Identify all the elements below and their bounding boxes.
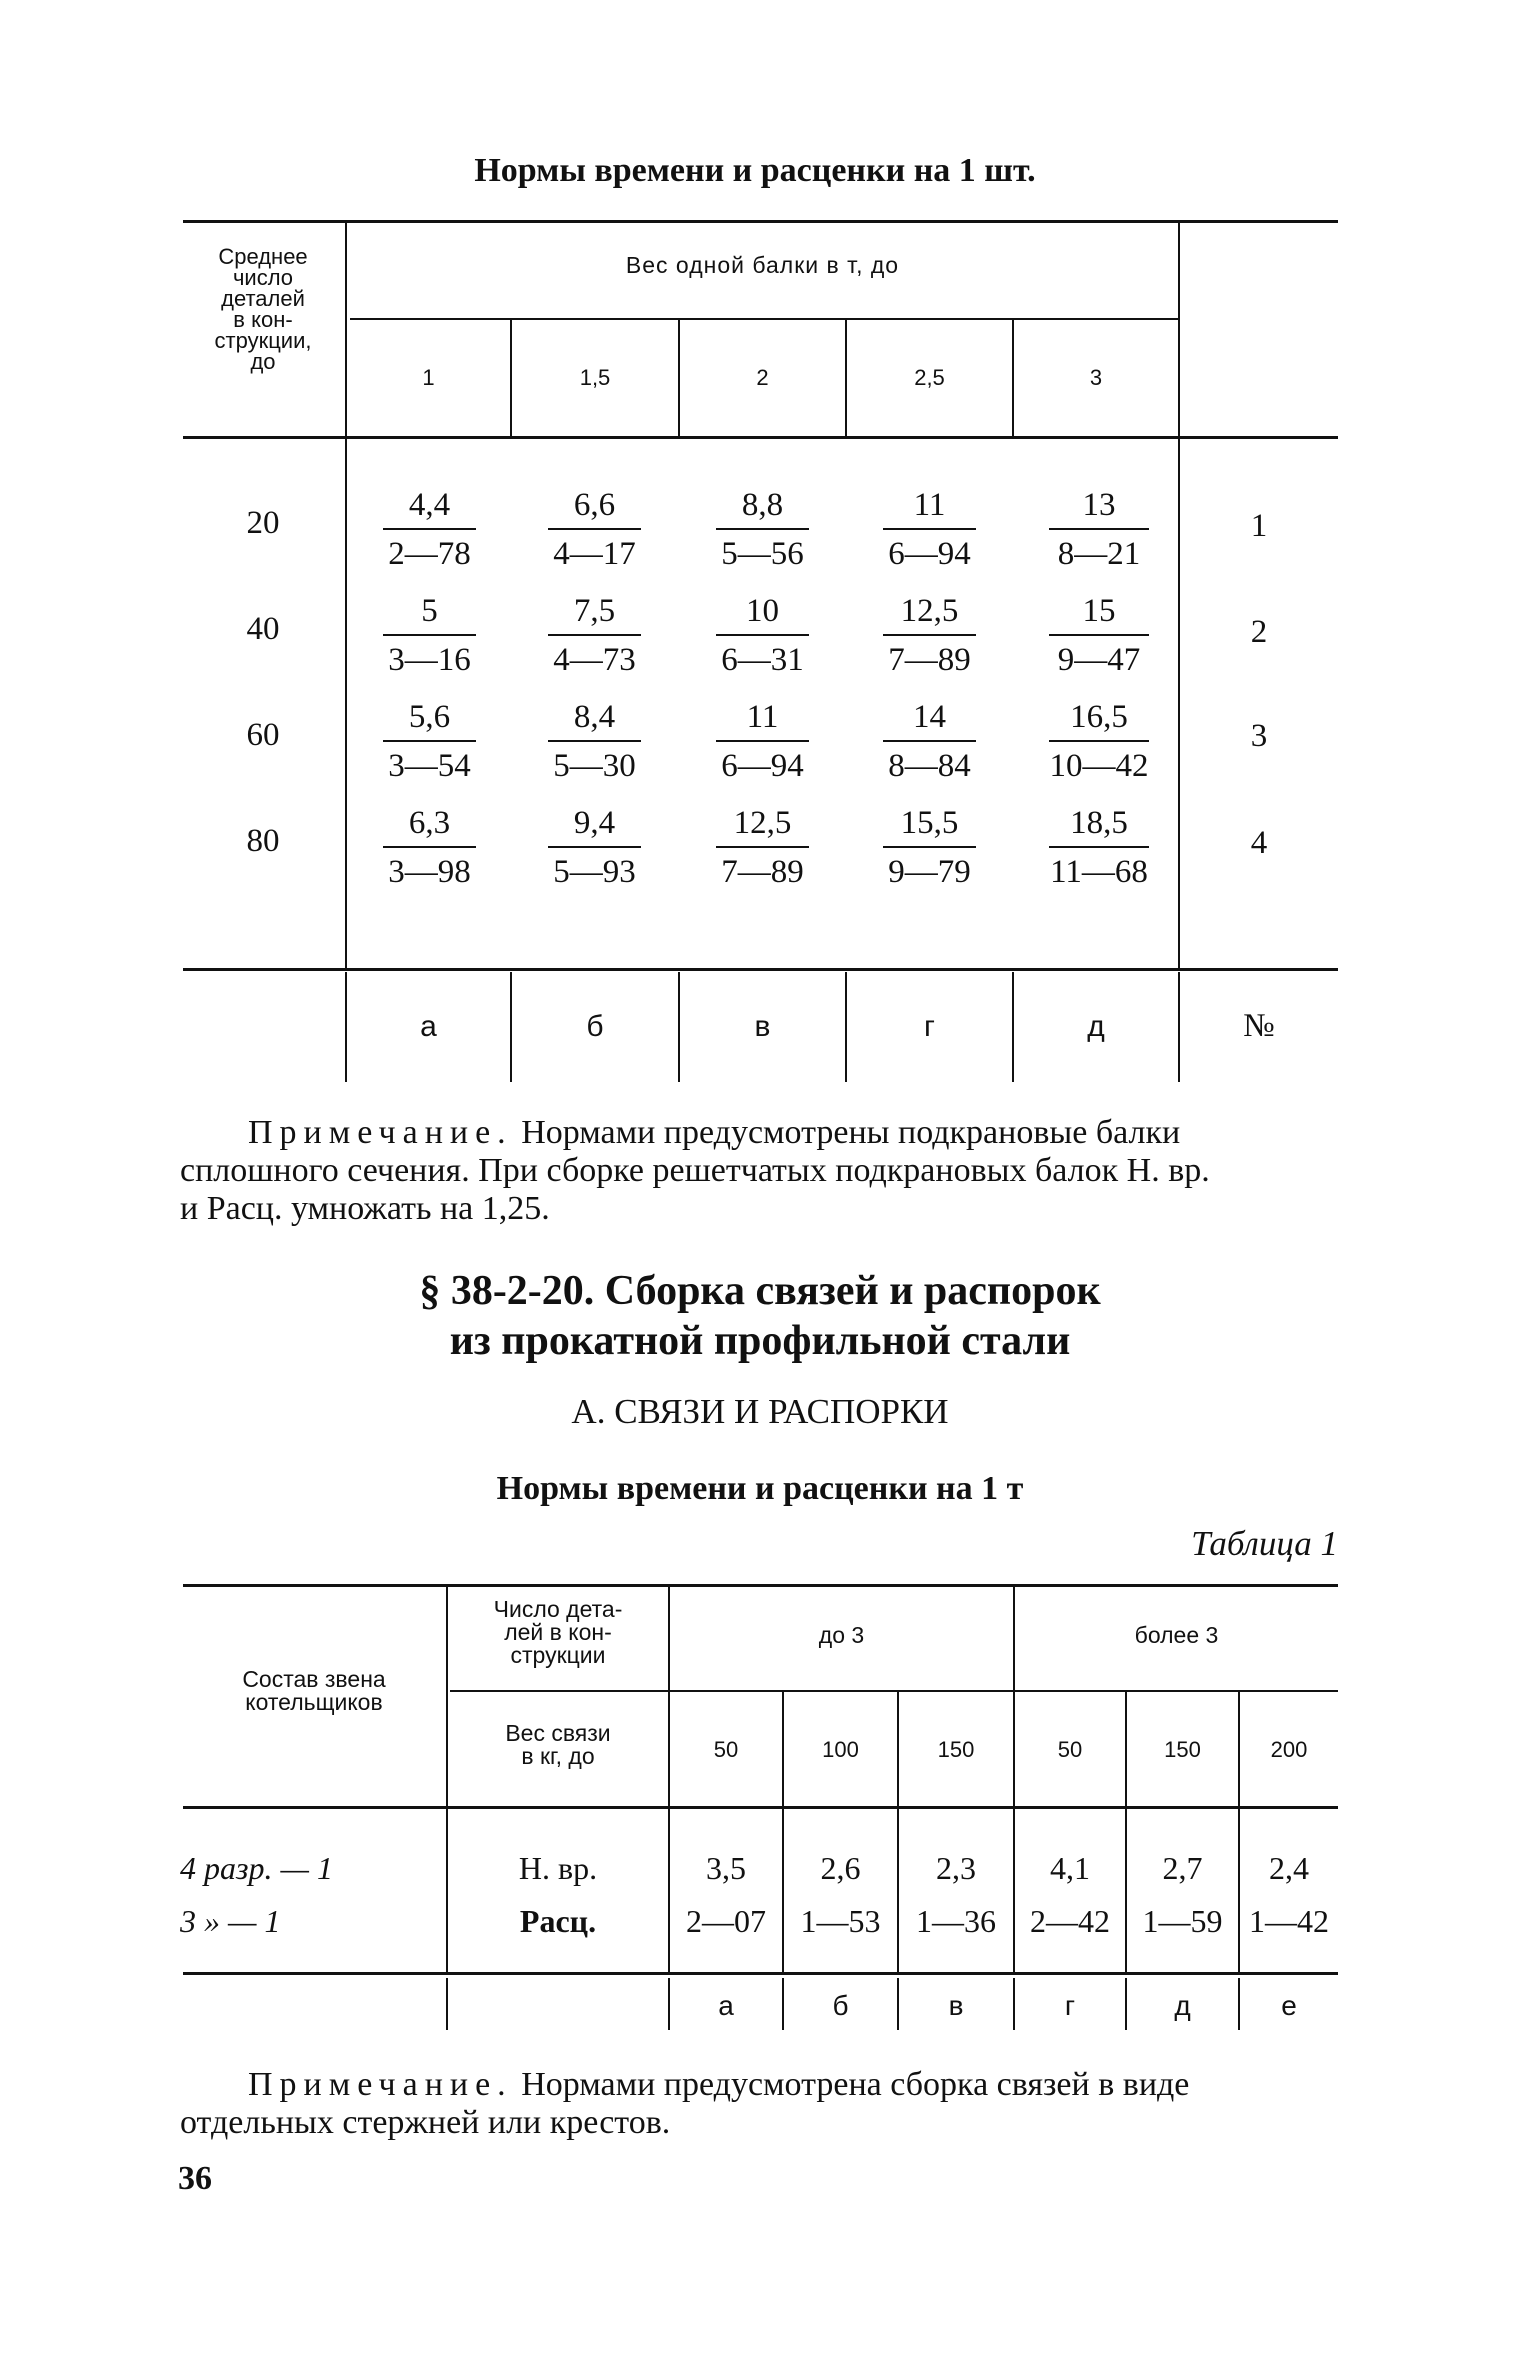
- rate-value: 1—42: [1249, 1903, 1329, 1939]
- weight-header: 1,5: [579, 365, 611, 390]
- column-letter: б: [832, 1990, 849, 2021]
- table-cell: [1240, 1842, 1338, 1948]
- norm-value: 11: [913, 487, 946, 523]
- rate-value: 5—30: [553, 748, 636, 784]
- rate-value: 3—16: [388, 642, 471, 678]
- section-heading: [180, 1266, 1340, 1366]
- rule: [183, 1972, 1338, 1975]
- column-letter: в: [754, 1010, 771, 1043]
- table2-title: Нормы времени и расценки на 1 т: [496, 1470, 1024, 1507]
- section-subheading: А. СВЯЗИ И РАСПОРКИ: [571, 1392, 949, 1431]
- table-cell: [542, 590, 647, 680]
- crew-label: [183, 1668, 445, 1714]
- rate-value: 9—79: [888, 854, 971, 890]
- group-header: до 3: [818, 1622, 865, 1648]
- norm-value: 14: [913, 699, 946, 735]
- table-cell: [710, 484, 815, 574]
- rate-value: 4—73: [553, 642, 636, 678]
- column-letter: г: [1064, 1990, 1076, 2021]
- rate-value: 5—56: [721, 536, 804, 572]
- table-cell: [1015, 1842, 1125, 1948]
- rate-value: 1—53: [800, 1903, 881, 1939]
- weight-header: 3: [1089, 365, 1103, 390]
- header-text: котельщиков: [245, 1689, 383, 1715]
- norm-value: 12,5: [733, 805, 792, 841]
- rate-value: 3—54: [388, 748, 471, 784]
- norm-value: 3,5: [706, 1850, 746, 1886]
- table1-title: Нормы времени и расценки на 1 шт.: [474, 152, 1036, 189]
- header-text: Число дета-: [493, 1596, 623, 1622]
- rate-value: 6—94: [888, 536, 971, 572]
- rule: [1178, 223, 1180, 436]
- table-cell: [377, 802, 482, 892]
- table-cell: [1043, 590, 1155, 680]
- norm-value: 2,6: [820, 1850, 861, 1886]
- table-cell: [1127, 1842, 1238, 1948]
- table-cell: [1043, 484, 1155, 574]
- header-text: число: [232, 265, 294, 290]
- norm-value: 11: [746, 699, 779, 735]
- table-cell: [710, 590, 815, 680]
- rate-value: 6—94: [721, 748, 804, 784]
- rule: [183, 1806, 1338, 1809]
- norm-value: 5,6: [408, 699, 451, 735]
- column-letter: а: [420, 1010, 437, 1043]
- norm-value: 6,6: [573, 487, 616, 523]
- norm-value: 4,1: [1050, 1850, 1090, 1886]
- header-text: лей в кон-: [504, 1619, 612, 1645]
- norm-value: 10: [746, 593, 779, 629]
- note1: [180, 1114, 1340, 1228]
- weight-header: 50: [1057, 1737, 1083, 1762]
- column-letter: д: [1174, 1990, 1191, 2021]
- weight-header: 2: [756, 365, 769, 390]
- crew-row: 4 разр. — 1: [180, 1850, 333, 1886]
- column-letter: б: [586, 1010, 604, 1043]
- row-count: 60: [246, 717, 280, 753]
- rate-value: 7—89: [888, 642, 971, 678]
- norm-value: 7,5: [573, 593, 616, 629]
- parts-label: [448, 1598, 668, 1667]
- table-cell: [784, 1842, 897, 1948]
- header-weight-label: Вес одной балки в т, до: [625, 252, 900, 278]
- table-cell: [710, 802, 815, 892]
- row-number: 2: [1250, 614, 1268, 650]
- rate-value: 2—42: [1030, 1903, 1110, 1939]
- row-count: 40: [246, 611, 280, 647]
- rate-value: 1—36: [916, 1903, 996, 1939]
- table-cell: [377, 484, 482, 574]
- rate-value: 3—98: [388, 854, 471, 890]
- rate-value: 8—84: [888, 748, 971, 784]
- rate-value: 1—59: [1142, 1903, 1223, 1939]
- norm-value: 2,4: [1269, 1850, 1309, 1886]
- rate-value: 8—21: [1057, 536, 1141, 572]
- table-cell: [710, 696, 815, 786]
- row-labels: [448, 1842, 668, 1948]
- table-cell: [899, 1842, 1013, 1948]
- norm-value: 18,5: [1070, 805, 1128, 841]
- rule: [668, 1587, 670, 1810]
- norm-value: 5: [421, 593, 438, 629]
- crew-list: [180, 1842, 440, 1948]
- rule: [1013, 1587, 1015, 1810]
- header-count-label: [183, 246, 343, 372]
- table-cell: [877, 696, 982, 786]
- header-text: струкции,: [214, 328, 312, 353]
- rate-value: 7—89: [721, 854, 804, 890]
- table-label: Таблица 1: [1191, 1524, 1338, 1563]
- number-sign-label: №: [1243, 1008, 1275, 1044]
- norm-value: 6,3: [408, 805, 451, 841]
- rule: [183, 220, 1338, 223]
- rate-value: 11—68: [1050, 854, 1148, 890]
- rule: [345, 439, 347, 968]
- row-number: 3: [1250, 718, 1268, 754]
- header-text: деталей: [221, 286, 305, 311]
- header-text: в кон-: [233, 307, 293, 332]
- weight-header: 100: [822, 1737, 859, 1762]
- section-heading-line: § 38-2-20. Сборка связей и распорок: [419, 1268, 1101, 1314]
- column-letter: д: [1087, 1010, 1105, 1043]
- note-text: Нормами предусмотрены подкрановые балки: [521, 1114, 1181, 1151]
- weight-label: [448, 1722, 668, 1768]
- table-cell: [377, 696, 482, 786]
- row-label: Н. вр.: [518, 1850, 598, 1886]
- table-cell: [877, 590, 982, 680]
- table-cell: [877, 802, 982, 892]
- table-cell: [877, 484, 982, 574]
- rule: [183, 436, 1338, 439]
- row-count: 20: [246, 505, 280, 541]
- rate-value: 9—47: [1057, 642, 1141, 678]
- table-cell: [1043, 802, 1155, 892]
- row-count: 80: [246, 823, 280, 859]
- weight-header: 200: [1270, 1737, 1308, 1762]
- norm-value: 4,4: [408, 487, 451, 523]
- note-text: и Расц. умножать на 1,25.: [180, 1190, 550, 1227]
- weight-header: 50: [713, 1737, 739, 1762]
- note-word: Примечание.: [248, 1114, 513, 1151]
- rate-value: 2—07: [686, 1903, 766, 1939]
- table-cell: [377, 590, 482, 680]
- header-text: струкции: [510, 1642, 606, 1668]
- table-cell: [542, 696, 647, 786]
- weight-header: 2,5: [914, 365, 945, 390]
- table-cell: [542, 802, 647, 892]
- rule: [446, 1978, 448, 2030]
- rate-value: 4—17: [553, 536, 636, 572]
- norm-value: 15,5: [900, 805, 959, 841]
- rule: [183, 1584, 1338, 1587]
- rule: [183, 968, 1338, 971]
- header-text: до: [250, 349, 276, 374]
- weight-header: 1: [422, 365, 435, 390]
- note-text: отдельных стержней или крестов.: [180, 2104, 671, 2141]
- table-cell: [542, 484, 647, 574]
- column-letter: е: [1281, 1990, 1297, 2021]
- norm-value: 13: [1082, 487, 1116, 523]
- column-letter: в: [948, 1990, 964, 2021]
- header-text: Вес связи: [505, 1720, 611, 1746]
- norm-value: 2,3: [936, 1850, 976, 1886]
- weight-header: 150: [937, 1737, 975, 1762]
- norm-value: 9,4: [573, 805, 616, 841]
- note-text: сплошного сечения. При сборке решетчатых подкрановых балок Н. вр.: [180, 1152, 1210, 1189]
- norm-value: 8,4: [573, 699, 616, 735]
- column-letter: а: [718, 1990, 734, 2021]
- header-text: Среднее: [218, 244, 308, 269]
- page-number: 36: [178, 2160, 212, 2197]
- note2: [180, 2066, 1340, 2142]
- table-cell: [670, 1842, 782, 1948]
- rate-value: 5—93: [553, 854, 636, 890]
- norm-value: 2,7: [1162, 1850, 1203, 1886]
- header-text: Состав звена: [242, 1666, 386, 1692]
- norm-value: 16,5: [1070, 699, 1128, 735]
- group-header: более 3: [1134, 1622, 1219, 1648]
- section-heading-line: из прокатной профильной стали: [449, 1318, 1071, 1364]
- rule: [350, 318, 1178, 320]
- rate-value: 10—42: [1049, 748, 1149, 784]
- row-label: Расц.: [519, 1903, 597, 1939]
- rule: [450, 1690, 1338, 1692]
- table-cell: [1043, 696, 1155, 786]
- norm-value: 8,8: [741, 487, 784, 523]
- row-number: 1: [1250, 508, 1268, 544]
- row-number: 4: [1250, 825, 1268, 861]
- note-word: Примечание.: [248, 2066, 513, 2103]
- weight-header: 150: [1164, 1737, 1201, 1762]
- crew-row: 3 » — 1: [180, 1903, 281, 1939]
- header-text: в кг, до: [521, 1743, 595, 1769]
- note-text: Нормами предусмотрена сборка связей в виде: [521, 2066, 1190, 2103]
- norm-value: 15: [1082, 593, 1116, 629]
- rate-value: 2—78: [388, 536, 471, 572]
- column-letter: г: [924, 1010, 935, 1043]
- rate-value: 6—31: [721, 642, 804, 678]
- norm-value: 12,5: [900, 593, 959, 629]
